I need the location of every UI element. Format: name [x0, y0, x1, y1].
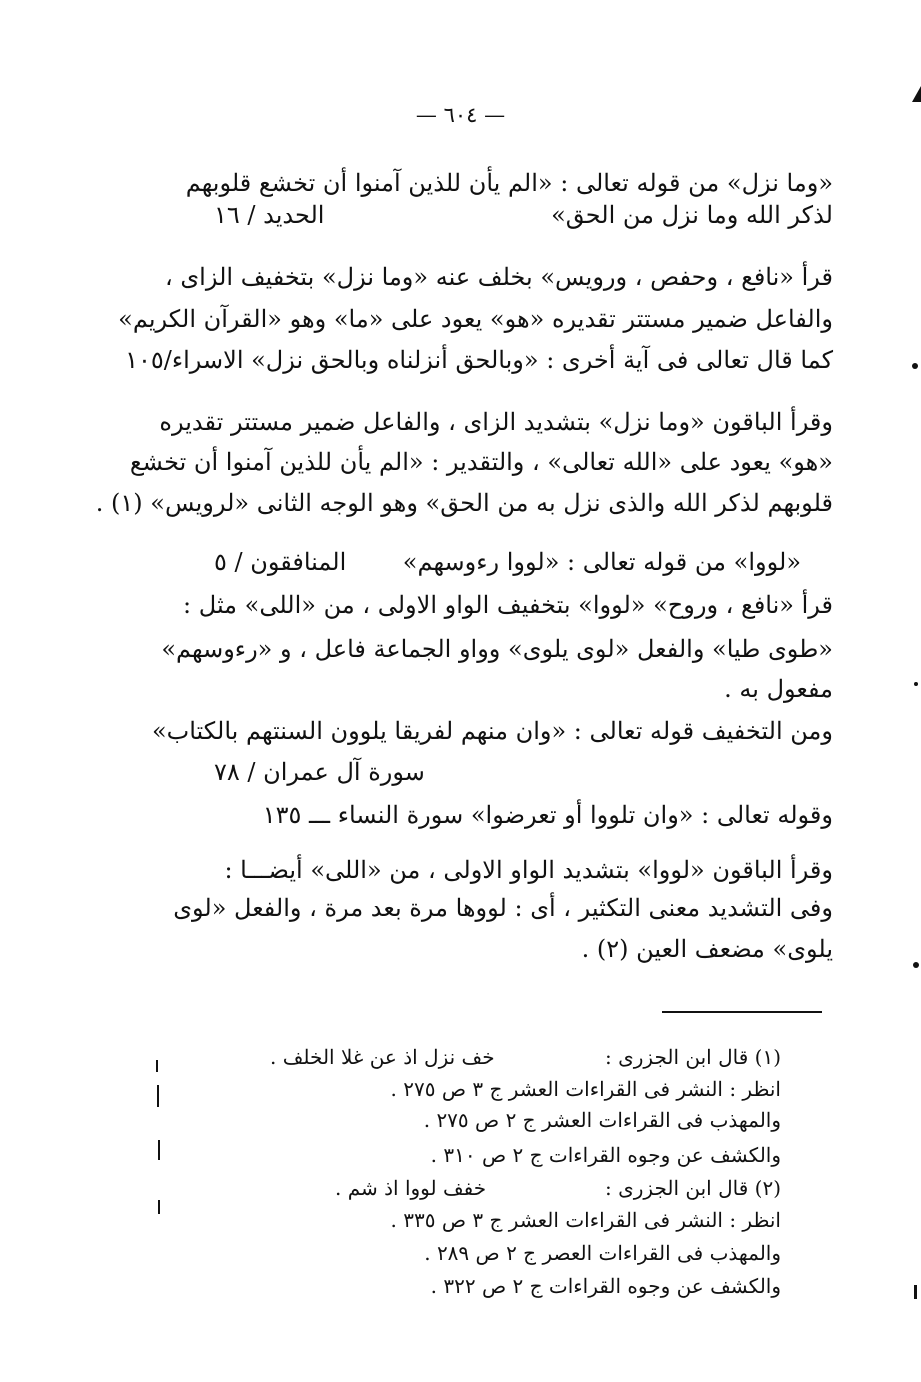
text-line: وقرأ الباقون «وما نزل» بتشديد الزاى ، والفاعل ضمير مستتر تقديره	[159, 408, 833, 436]
text-line: قرأ «نافع ، وحفص ، ورويس» بخلف عنه «وما نزل» بتخفيف الزاى ،	[165, 263, 833, 291]
text-line: «هو» يعود على «الله تعالى» ، والتقدير : «الم يأن للذين آمنوا أن تخشع	[129, 448, 833, 476]
text-line: وفى التشديد معنى التكثير ، أى : لووها مرة بعد مرة ، والفعل «لوى	[173, 894, 833, 922]
footnote-verse: خف نزل اذ عن غلا الخلف .	[270, 1045, 495, 1069]
page-number: — ٦٠٤ —	[415, 103, 506, 127]
scan-artifact	[913, 962, 919, 968]
scan-artifact	[157, 1085, 159, 1107]
text-line: يلوى» مضعف العين (٢) .	[581, 935, 833, 963]
text-line: قلوبهم لذكر الله والذى نزل به من الحق» وهو الوجه الثانى «لرويس» (١) .	[95, 489, 833, 517]
text-line: كما قال تعالى فى آية أخرى : «وبالحق أنزلناه وبالحق نزل» الاسراء/١٠٥	[125, 346, 833, 374]
page-number-text: ٦٠٤	[443, 103, 478, 127]
text-line: «وما نزل» من قوله تعالى : «الم يأن للذين آمنوا أن تخشع قلوبهم	[185, 169, 833, 197]
footnote-line: والمهذب فى القراءات العصر ج ٢ ص ٢٨٩ .	[424, 1241, 781, 1265]
text-line: وقرأ الباقون «لووا» بتشديد الواو الاولى ، من «اللى» أيضـــا :	[224, 856, 833, 884]
footnote-line: والكشف عن وجوه القراءات ج ٢ ص ٣٢٢ .	[430, 1274, 781, 1298]
text-line: ومن التخفيف قوله تعالى : «وان منهم لفريقا يلوون السنتهم بالكتاب»	[151, 717, 833, 745]
footnote-line: (١) قال ابن الجزرى :	[605, 1045, 781, 1069]
text-line: «طوى طيا» والفعل «لوى يلوى» وواو الجماعة فاعل ، و «رءوسهم»	[161, 635, 833, 663]
footnote-line: (٢) قال ابن الجزرى :	[605, 1176, 781, 1200]
text-line: مفعول به .	[724, 675, 833, 703]
text-line: قرأ «نافع ، وروح» «لووا» بتخفيف الواو الاولى ، من «اللى» مثل :	[183, 591, 833, 619]
verse-reference: سورة آل عمران / ٧٨	[214, 758, 425, 786]
scan-artifact	[156, 1060, 158, 1072]
footnote-verse: خفف لووا اذ شم .	[335, 1176, 487, 1200]
verse-reference: الحديد / ١٦	[214, 201, 325, 229]
scan-artifact	[158, 1200, 160, 1214]
text-line: والفاعل ضمير مستتر تقديره «هو» يعود على «ما» وهو «القرآن الكريم»	[118, 305, 833, 333]
text-line: وقوله تعالى : «وان تلووا أو تعرضوا» سورة النساء ـــ ١٣٥	[262, 801, 833, 829]
text-line: لذكر الله وما نزل من الحق»	[551, 201, 833, 229]
scan-artifact	[912, 363, 918, 369]
scan-artifact	[158, 1140, 160, 1160]
footnote-line: والمهذب فى القراءات العشر ج ٢ ص ٢٧٥ .	[423, 1108, 781, 1132]
footnote-separator	[662, 1011, 822, 1013]
scan-artifact	[914, 682, 918, 686]
footnote-line: والكشف عن وجوه القراءات ج ٢ ص ٣١٠ .	[430, 1143, 781, 1167]
scan-artifact	[914, 1285, 917, 1299]
footnote-line: انظر : النشر فى القراءات العشر ج ٣ ص ٣٣٥ .	[390, 1208, 781, 1232]
scan-artifact	[912, 86, 921, 102]
footnote-line: انظر : النشر فى القراءات العشر ج ٣ ص ٢٧٥ .	[390, 1077, 781, 1101]
text-line: «لووا» من قوله تعالى : «لووا رءوسهم»	[402, 548, 801, 576]
verse-reference: المنافقون / ٥	[214, 548, 347, 576]
